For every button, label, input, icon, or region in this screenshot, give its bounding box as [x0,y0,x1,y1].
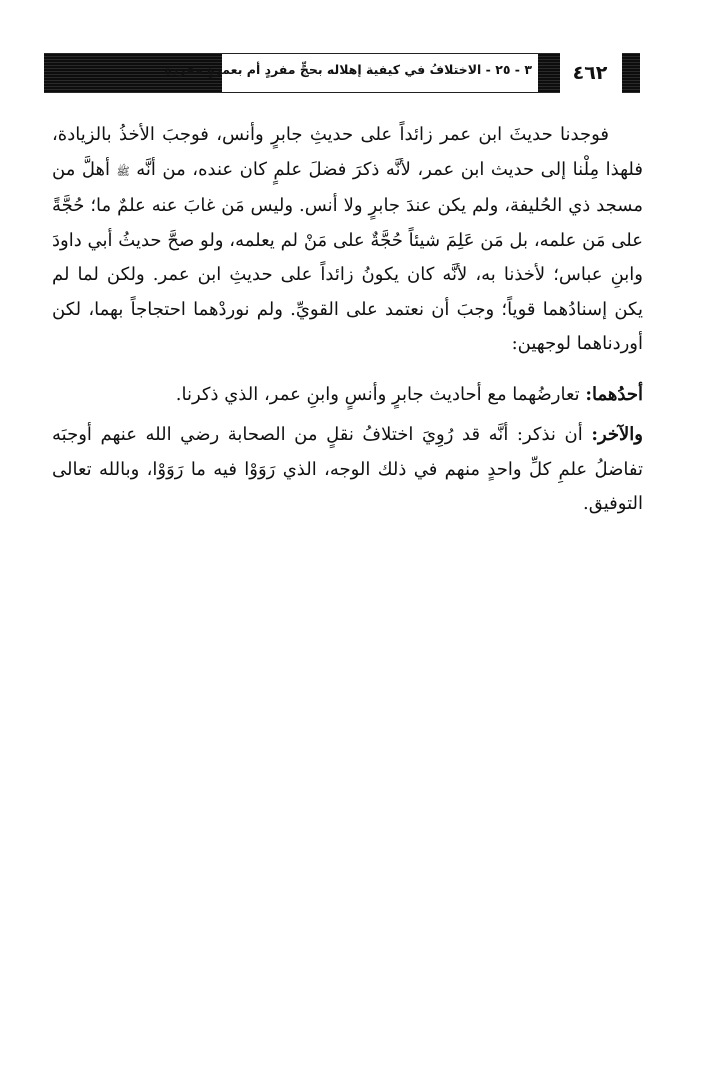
header-title-box [164,53,538,93]
running-header [44,53,640,93]
paragraph-2-lead: أحدُهما: [585,383,643,405]
running-title: ٣ - ٢٥ - الاختلافُ في كيفية إهلاله بحجٍّ مفردٍ أم بعمرةٍ مفردة [164,62,532,77]
paragraph-1-text-b: أهلَّ من مسجد ذي الحُليفة، ولم يكن عندَ جابرٍ ولا أنس. وليس مَن غابَ عنه علمٌ ما؛ حُجَّةً على مَن علمه، بل مَن عَلِمَ شيئاً حُجَّةٌ على مَنْ لم يعلمه، ولو صحَّ حديثُ أبي داودَ وابنِ عباس؛ لأخذنا به، لأنَّه كان يكونُ زائداً على حديثِ ابن عمر. ولكن لما لم يكن إسنادُهما قوياً؛ وجبَ أن نعتمد على القويِّ. ولم نوردْهما احتجاجاً بهما، لكن أوردناهما لوجهين: [52,158,643,354]
paragraph-3 [52,418,643,522]
paragraph-1 [52,118,643,362]
paragraph-3-text: أن نذكر: أنَّه قد رُوِيَ اختلافُ نقلٍ من الصحابة رضي الله عنهم أوجبَه تفاضلُ علمِ كلِّ واحدٍ منهم في ذلك الوجه، الذي رَوَوْا فيه ما رَوَوْا، وبالله تعالى التوفيق. [52,424,643,514]
honorific-symbol: ﷺ [116,164,130,178]
page-body [52,118,643,522]
header-decoration-block [538,53,560,93]
paragraph-2-text: تعارضُهما مع أحاديث جابرٍ وأنسٍ وابنِ عمر، الذي ذكرنا. [175,383,580,405]
paragraph-3-lead: والآخر: [591,424,643,445]
header-decoration-block-right [622,53,640,93]
page-number: ٤٦٢ [572,62,608,84]
paragraph-2 [52,378,643,413]
paragraph-1-text-a: فوجدنا حديثَ ابن عمر زائداً على حديثِ جابرٍ وأنس، فوجبَ الأخذُ بالزيادة، فلهذا مِلْنا إلى حديث ابن عمر، لأنَّه ذكرَ فضلَ علمٍ كان عنده، من أنَّه [52,124,643,180]
